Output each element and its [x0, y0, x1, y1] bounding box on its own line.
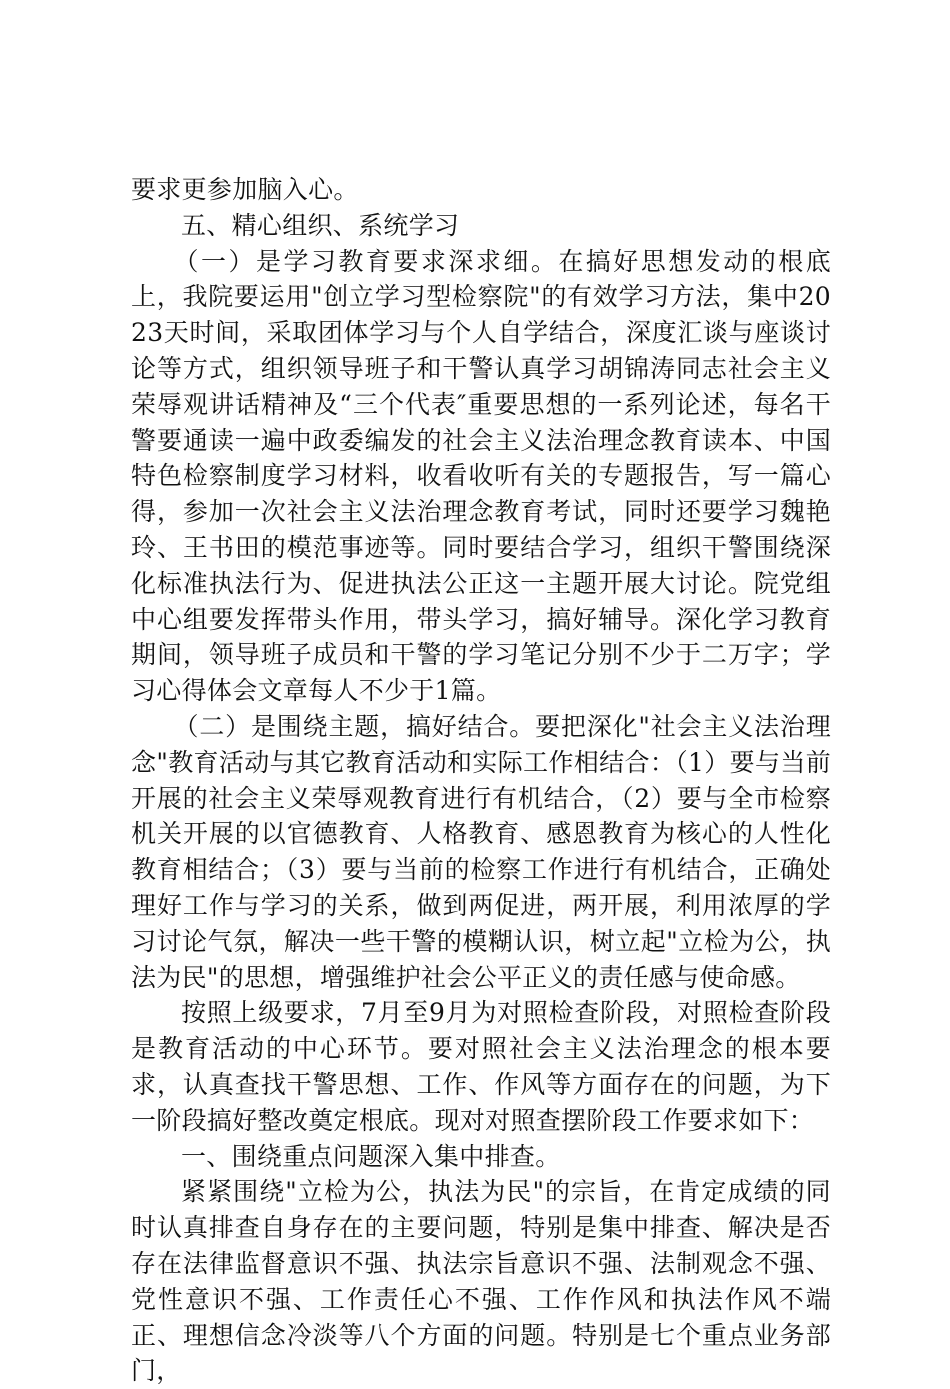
paragraph-continuation: 要求更参加脑入心。	[131, 175, 359, 204]
paragraph-review-stage: 按照上级要求，7月至9月为对照检查阶段，对照检查阶段是教育活动的中心环节。要对照社会主义法治理念的根本要求，认真查找干警思想、工作、作风等方面存在的问题，为下一阶段搞好整改奠定根底。现对对照查摆阶段工作要求如下：	[131, 998, 831, 1135]
paragraph-theme-integration: （二）是围绕主题，搞好结合。要把深化"社会主义法治理念"教育活动与其它教育活动和实际工作相结合：（1）要与当前开展的社会主义荣辱观教育进行有机结合，（2）要与全市检察机关开展的以官德教育、人格教育、感恩教育为核心的人性化教育相结合；（3）要与当前的检察工作进行有机结合，正确处理好工作与学习的关系，做到两促进，两开展，利用浓厚的学习讨论气氛，解决一些干警的模糊认识，树立起"立检为公，执法为民"的思想，增强维护社会公平正义的责任感与使命感。	[131, 711, 831, 992]
section-heading-one: 一、围绕重点问题深入集中排查。	[181, 1141, 561, 1171]
paragraph-study-requirements: （一）是学习教育要求深求细。在搞好思想发动的根底上，我院要运用"创立学习型检察院"的有效学习方法，集中2023天时间，采取团体学习与个人自学结合，深度汇谈与座谈讨论等方式，组织领导班子和干警认真学习胡锦涛同志社会主义荣辱观讲话精神及“三个代表″重要思想的一系列论述，每名干警要通读一遍中政委编发的社会主义法治理念教育读本、中国特色检察制度学习材料，收看收听有关的专题报告，写一篇心得，参加一次社会主义法治理念教育考试，同时还要学习魏艳玲、王书田的模范事迹等。同时要结合学习，组织干警围绕深化标准执法行为、促进执法公正这一主题开展大讨论。院党组中心组要发挥带头作用，带头学习，搞好辅导。深化学习教育期间，领导班子成员和干警的学习笔记分别不少于二万字；学习心得体会文章每人不少于1篇。	[131, 246, 831, 706]
paragraph-key-issues: 紧紧围绕"立检为公，执法为民"的宗旨，在肯定成绩的同时认真排查自身存在的主要问题，特别是集中排查、解决是否存在法律监督意识不强、执法宗旨意识不强、法制观念不强、党性意识不强、工作责任心不强、工作作风和执法作风不端正、理想信念冷淡等八个方面的问题。特别是七个重点业务部门，	[131, 1177, 831, 1386]
document-body	[131, 172, 831, 1389]
section-heading-five: 五、精心组织、系统学习	[181, 210, 460, 240]
